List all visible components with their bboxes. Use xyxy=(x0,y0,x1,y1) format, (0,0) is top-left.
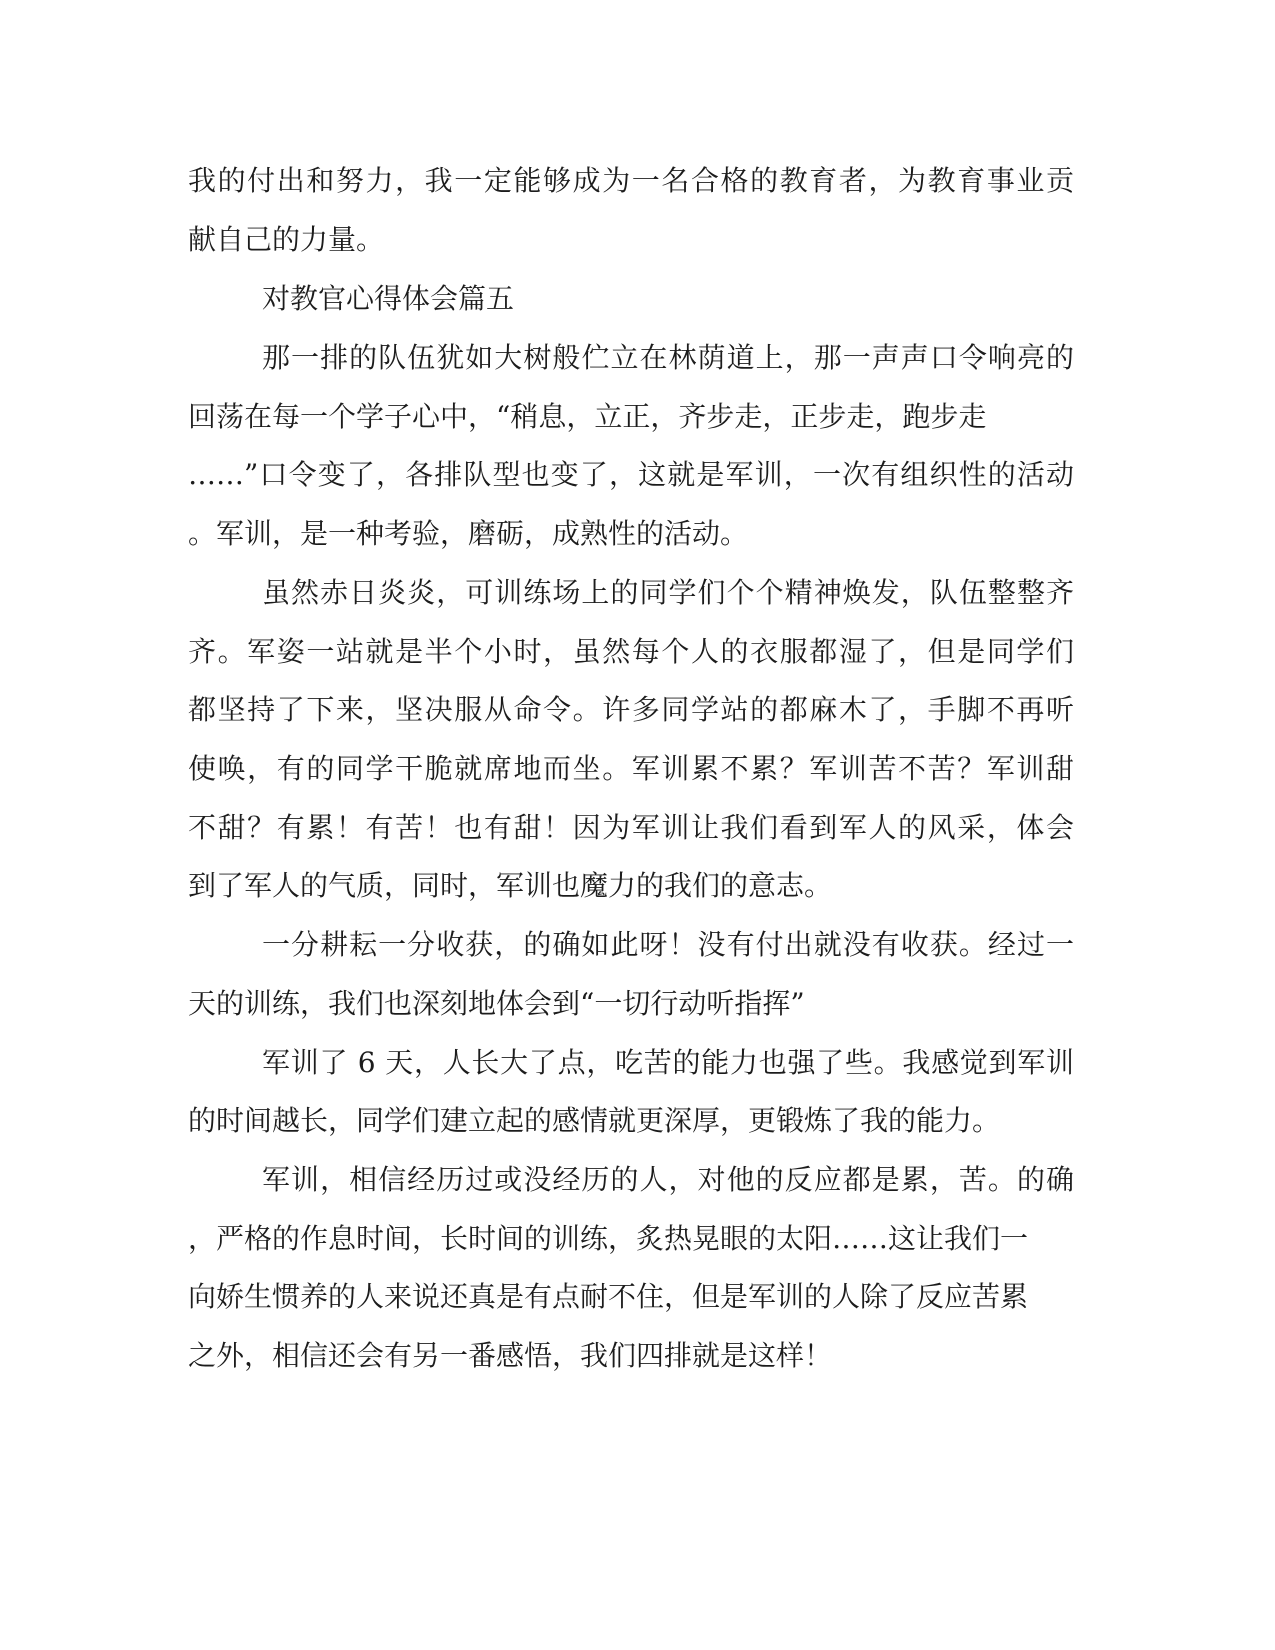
paragraph-line: ……”口令变了，各排队型也变了，这就是军训，一次有组织性的活动 xyxy=(188,458,1074,491)
paragraph-line: 天的训练，我们也深刻地体会到“一切行动听指挥” xyxy=(188,987,805,1020)
paragraph-line: 虽然赤日炎炎，可训练场上的同学们个个精神焕发，队伍整整齐 xyxy=(262,576,1074,609)
paragraph-line: ，严格的作息时间，长时间的训练，炙热晃眼的太阳……这让我们一 xyxy=(188,1222,1029,1255)
paragraph-line: 献自己的力量。 xyxy=(188,223,385,256)
paragraph-line: 那一排的队伍犹如大树般伫立在林荫道上，那一声声口令响亮的 xyxy=(262,341,1074,374)
paragraph-line: 军训，相信经历过或没经历的人，对他的反应都是累，苦。的确 xyxy=(262,1163,1074,1196)
paragraph-line: 向娇生惯养的人来说还真是有点耐不住，但是军训的人除了反应苦累 xyxy=(188,1280,1029,1313)
paragraph-line: 之外，相信还会有另一番感悟，我们四排就是这样！ xyxy=(188,1339,833,1372)
paragraph-line: 一分耕耘一分收获，的确如此呀！没有付出就没有收获。经过一 xyxy=(262,928,1074,961)
paragraph-line: 。军训，是一种考验，磨砺，成熟性的活动。 xyxy=(188,517,749,550)
paragraph-line: 都坚持了下来，坚决服从命令。许多同学站的都麻木了，手脚不再听 xyxy=(188,693,1074,726)
paragraph-line: 的时间越长，同学们建立起的感情就更深厚，更锻炼了我的能力。 xyxy=(188,1104,1001,1137)
section-heading: 对教官心得体会篇五 xyxy=(262,282,515,315)
paragraph-line: 不甜？有累！有苦！也有甜！因为军训让我们看到军人的风采，体会 xyxy=(188,811,1074,844)
paragraph-line: 齐。军姿一站就是半个小时，虽然每个人的衣服都湿了，但是同学们 xyxy=(188,635,1074,668)
paragraph-line: 回荡在每一个学子心中，“稍息，立正，齐步走，正步走，跑步走 xyxy=(188,400,987,433)
paragraph-line: 到了军人的气质，同时，军训也魔力的我们的意志。 xyxy=(188,869,833,902)
paragraph-line: 军训了 6 天，人长大了点，吃苦的能力也强了些。我感觉到军训 xyxy=(262,1046,1074,1079)
paragraph-line: 我的付出和努力，我一定能够成为一名合格的教育者，为教育事业贡 xyxy=(188,164,1074,197)
paragraph-line: 使唤，有的同学干脆就席地而坐。军训累不累？军训苦不苦？军训甜 xyxy=(188,752,1074,785)
